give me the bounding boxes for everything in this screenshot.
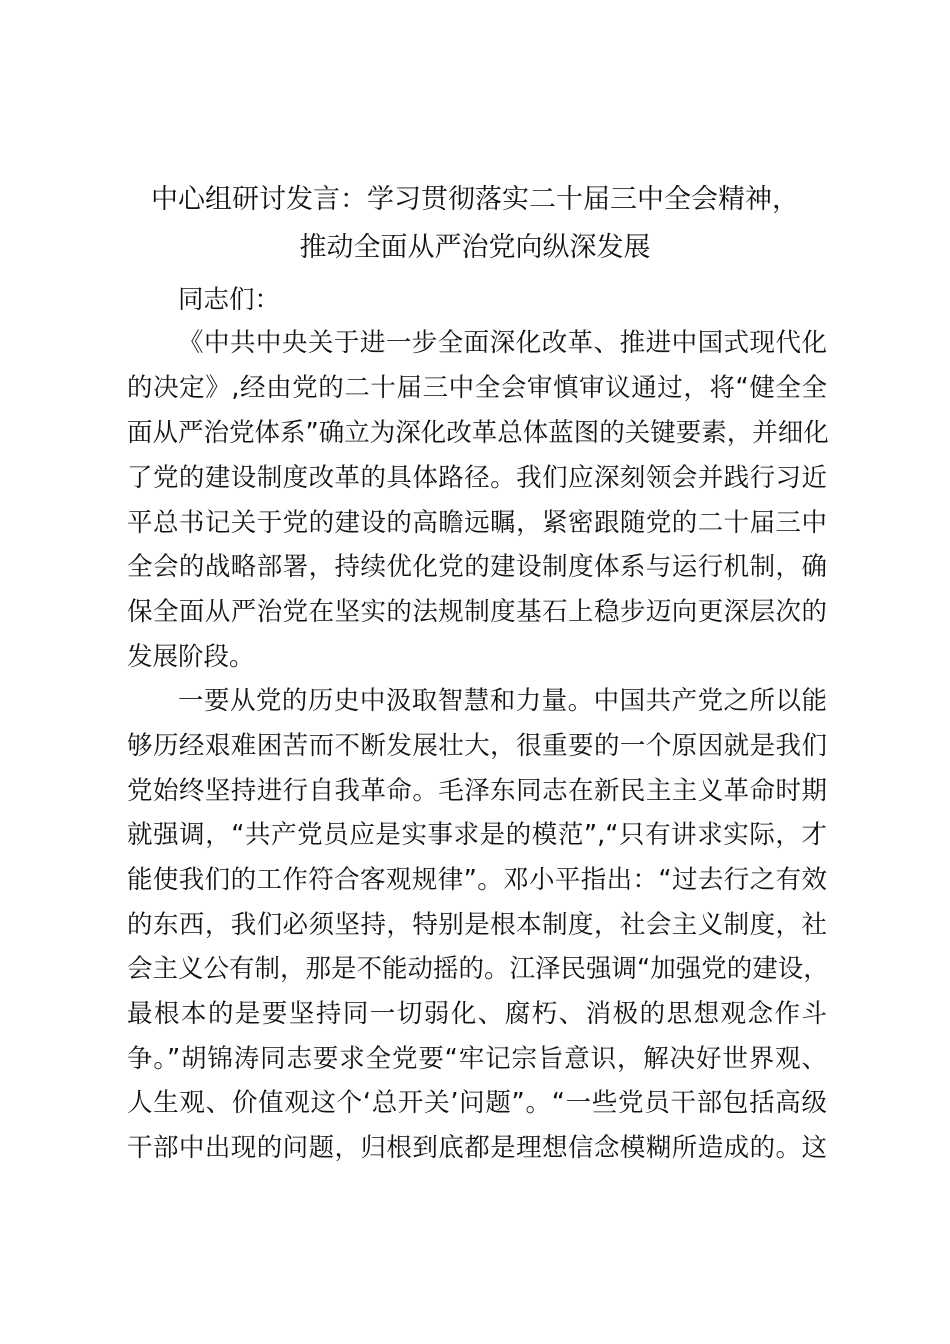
paragraph-1-line: 发展阶段。 bbox=[127, 642, 255, 672]
paragraph-2-line: 就强调，“共产党员应是实事求是的模范”,“只有讲求实际，才 bbox=[127, 820, 827, 850]
paragraph-2-line: 的东西，我们必须坚持，特别是根本制度，社会主义制度，社 bbox=[127, 910, 827, 940]
document-title-line-2: 推动全面从严治党向纵深发展 bbox=[299, 232, 651, 263]
paragraph-2-line: 一要从党的历史中汲取智慧和力量。中国共产党之所以能 bbox=[178, 686, 827, 716]
paragraph-1-line: 平总书记关于党的建设的高瞻远瞩，紧密跟随党的二十届三中 bbox=[127, 508, 827, 538]
paragraph-2-line: 人生观、价值观这个‘总开关’问题”。“一些党员干部包括高级 bbox=[127, 1088, 827, 1118]
paragraph-1-line: 全会的战略部署，持续优化党的建设制度体系与运行机制，确 bbox=[127, 552, 827, 582]
paragraph-2-line: 争。”胡锦涛同志要求全党要“牢记宗旨意识，解决好世界观、 bbox=[127, 1044, 827, 1074]
paragraph-2-line: 能使我们的工作符合客观规律”。邓小平指出：“过去行之有效 bbox=[127, 865, 827, 895]
paragraph-2-line: 够历经艰难困苦而不断发展壮大，很重要的一个原因就是我们 bbox=[127, 731, 827, 761]
paragraph-2-line: 最根本的是要坚持同一切弱化、腐朽、消极的思想观念作斗 bbox=[127, 999, 827, 1029]
paragraph-1-line: 的决定》,经由党的二十届三中全会审慎审议通过，将“健全全 bbox=[127, 373, 827, 403]
salutation: 同志们： bbox=[178, 285, 281, 315]
paragraph-1-line: 《中共中央关于进一步全面深化改革、推进中国式现代化 bbox=[178, 328, 827, 358]
paragraph-2-line: 会主义公有制，那是不能动摇的。江泽民强调“加强党的建设， bbox=[127, 954, 829, 984]
paragraph-2-line: 党始终坚持进行自我革命。毛泽东同志在新民主主义革命时期 bbox=[127, 776, 827, 806]
paragraph-1-line: 面从严治党体系”确立为深化改革总体蓝图的关键要素，并细化 bbox=[127, 418, 829, 448]
paragraph-1-line: 了党的建设制度改革的具体路径。我们应深刻领会并践行习近 bbox=[127, 463, 827, 493]
document-title-line-1: 中心组研讨发言：学习贯彻落实二十届三中全会精神， bbox=[151, 184, 799, 215]
paragraph-2-line: 干部中出现的问题，归根到底都是理想信念模糊所造成的。这 bbox=[127, 1133, 827, 1163]
paragraph-1-line: 保全面从严治党在坚实的法规制度基石上稳步迈向更深层次的 bbox=[127, 597, 827, 627]
